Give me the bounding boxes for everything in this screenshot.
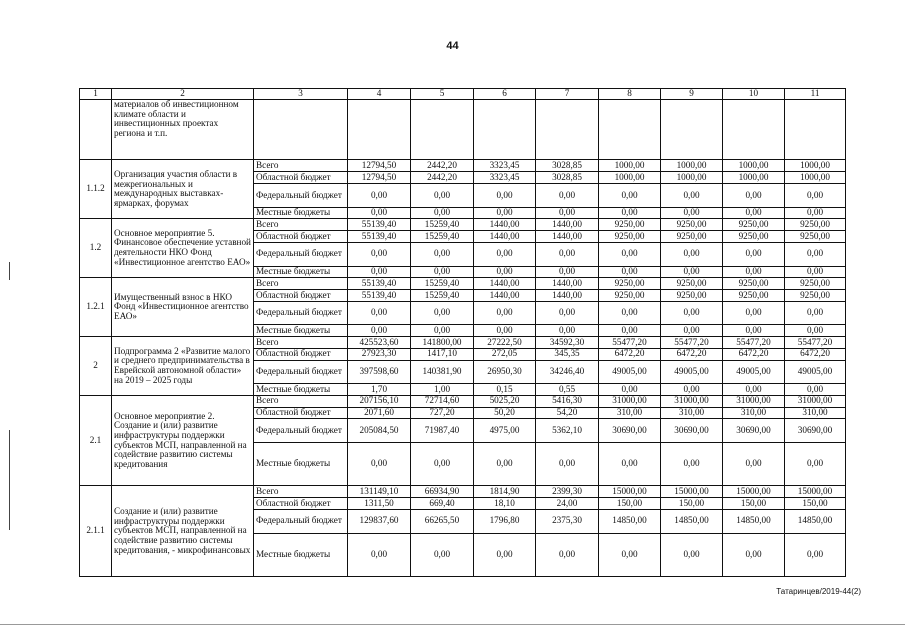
funding-source: Всего [254,336,348,348]
amount-cell: 9250,00 [599,219,661,231]
amount-cell: 9250,00 [599,231,661,243]
amount-cell: 55477,20 [661,336,723,348]
amount-cell: 0,00 [599,266,661,277]
amount-cell: 310,00 [785,407,846,419]
amount-cell: 30690,00 [785,419,846,443]
amount-cell: 49005,00 [785,360,846,384]
column-header: 11 [785,89,846,100]
amount-cell: 1440,00 [474,231,536,243]
row-code: 2 [80,336,112,395]
amount-cell: 0,00 [411,242,474,266]
amount-cell: 0,00 [785,242,846,266]
amount-cell: 0,00 [474,184,536,208]
amount-cell: 55139,40 [348,289,411,301]
amount-cell: 49005,00 [723,360,785,384]
column-header: 1 [80,89,112,100]
scan-bottom-line [0,624,905,625]
amount-cell: 55477,20 [723,336,785,348]
amount-cell: 0,00 [785,266,846,277]
amount-cell: 5416,30 [536,395,599,407]
amount-cell: 9250,00 [785,219,846,231]
row-name: Подпрограмма 2 «Развитие малого и среднего предпринимательства в Еврейской автономной области» на 2019 – 2025 годы [112,336,254,395]
amount-cell: 0,00 [411,533,474,576]
amount-cell: 14850,00 [723,509,785,533]
table-row [80,278,846,290]
amount-cell: 129837,60 [348,509,411,533]
amount-cell: 0,00 [411,184,474,208]
amount-cell: 9250,00 [785,289,846,301]
amount-cell: 0,00 [599,384,661,395]
amount-cell: 0,00 [599,533,661,576]
amount-cell: 1440,00 [536,219,599,231]
amount-cell: 1000,00 [723,160,785,172]
amount-cell: 3323,45 [474,160,536,172]
amount-cell: 18,10 [474,498,536,510]
row-code: 2.1 [80,395,112,485]
amount-cell: 0,00 [661,301,723,325]
funding-source: Всего [254,219,348,231]
amount-cell: 0,00 [661,266,723,277]
amount-cell: 310,00 [661,407,723,419]
funding-source: Областной бюджет [254,348,348,360]
amount-cell: 2442,20 [411,172,474,184]
amount-cell: 0,00 [411,207,474,218]
amount-cell: 1000,00 [661,160,723,172]
amount-cell: 0,00 [723,242,785,266]
amount-cell: 0,00 [411,266,474,277]
row-name: Организация участия области в межрегиональных и международных выставках-ярмарках, форумах [112,160,254,219]
row-name: Создание и (или) развитие инфраструктуры поддержки субъектов МСП, направленной на содействие развитию системы кредитования, - микрофинансовых [112,486,254,577]
amount-cell: 9250,00 [723,278,785,290]
amount-cell: 15000,00 [785,486,846,498]
amount-cell: 9250,00 [661,231,723,243]
amount-cell: 141800,00 [411,336,474,348]
amount-cell: 272,05 [474,348,536,360]
amount-cell: 71987,40 [411,419,474,443]
amount-cell: 0,00 [599,301,661,325]
row-name: Основное мероприятие 5. Финансовое обеспечение уставной деятельности НКО Фонд «Инвестиционное агентство ЕАО» [112,219,254,278]
amount-cell: 1000,00 [785,172,846,184]
funding-source: Местные бюджеты [254,443,348,486]
funding-source: Федеральный бюджет [254,301,348,325]
amount-cell: 0,00 [348,184,411,208]
column-header: 4 [348,89,411,100]
amount-cell: 0,00 [599,242,661,266]
amount-cell: 150,00 [661,498,723,510]
amount-cell: 1440,00 [474,289,536,301]
table-row [80,395,846,407]
amount-cell: 15000,00 [661,486,723,498]
amount-cell: 0,00 [474,443,536,486]
funding-source: Федеральный бюджет [254,242,348,266]
scan-edge-line [9,430,10,530]
row-code: 2.1.1 [80,486,112,577]
row-name: Имущественный взнос в НКО Фонд «Инвестиционное агентство ЕАО» [112,278,254,337]
funding-source: Всего [254,278,348,290]
amount-cell: 207156,10 [348,395,411,407]
amount-cell: 9250,00 [723,289,785,301]
amount-cell: 0,00 [661,325,723,336]
amount-cell: 0,00 [536,266,599,277]
amount-cell: 0,00 [536,184,599,208]
amount-cell: 6472,20 [785,348,846,360]
funding-source: Всего [254,486,348,498]
amount-cell: 14850,00 [785,509,846,533]
amount-cell: 0,00 [348,533,411,576]
amount-cell: 1814,90 [474,486,536,498]
amount-cell: 15259,40 [411,231,474,243]
amount-cell: 1000,00 [723,172,785,184]
funding-source: Местные бюджеты [254,325,348,336]
amount-cell: 1000,00 [661,172,723,184]
amount-cell: 1796,80 [474,509,536,533]
column-header: 6 [474,89,536,100]
column-header: 5 [411,89,474,100]
continuation-row [80,100,846,160]
amount-cell: 0,55 [536,384,599,395]
amount-cell: 2071,60 [348,407,411,419]
amount-cell: 9250,00 [785,231,846,243]
amount-cell: 55477,20 [599,336,661,348]
column-header: 2 [112,89,254,100]
amount-cell: 1000,00 [785,160,846,172]
amount-cell: 34246,40 [536,360,599,384]
amount-cell: 0,00 [661,242,723,266]
amount-cell: 0,00 [723,384,785,395]
table-row [80,219,846,231]
amount-cell: 397598,60 [348,360,411,384]
amount-cell: 0,00 [723,533,785,576]
amount-cell: 0,00 [785,301,846,325]
amount-cell: 0,00 [536,443,599,486]
amount-cell: 0,00 [599,207,661,218]
funding-source: Областной бюджет [254,172,348,184]
amount-cell: 0,00 [599,184,661,208]
amount-cell: 0,00 [785,325,846,336]
amount-cell: 0,00 [348,301,411,325]
scan-edge-line [9,262,10,280]
amount-cell: 1440,00 [474,219,536,231]
amount-cell: 0,00 [474,207,536,218]
amount-cell: 15259,40 [411,219,474,231]
amount-cell: 0,00 [536,242,599,266]
amount-cell: 0,00 [348,443,411,486]
amount-cell: 0,00 [348,242,411,266]
amount-cell: 6472,20 [661,348,723,360]
amount-cell: 27222,50 [474,336,536,348]
funding-source: Областной бюджет [254,289,348,301]
amount-cell: 150,00 [599,498,661,510]
amount-cell: 0,00 [723,207,785,218]
amount-cell: 0,15 [474,384,536,395]
amount-cell: 15259,40 [411,289,474,301]
amount-cell: 0,00 [474,533,536,576]
amount-cell: 0,00 [536,533,599,576]
amount-cell: 49005,00 [661,360,723,384]
amount-cell: 0,00 [474,242,536,266]
amount-cell: 0,00 [661,533,723,576]
amount-cell: 0,00 [599,443,661,486]
amount-cell: 0,00 [785,184,846,208]
amount-cell: 0,00 [785,384,846,395]
amount-cell: 1311,50 [348,498,411,510]
amount-cell: 3323,45 [474,172,536,184]
amount-cell: 1,70 [348,384,411,395]
funding-source: Местные бюджеты [254,207,348,218]
budget-table [79,88,846,577]
amount-cell: 9250,00 [599,278,661,290]
amount-cell: 0,00 [723,325,785,336]
amount-cell: 0,00 [474,266,536,277]
amount-cell: 1417,10 [411,348,474,360]
funding-source: Федеральный бюджет [254,419,348,443]
amount-cell: 31000,00 [661,395,723,407]
amount-cell: 15000,00 [723,486,785,498]
amount-cell: 49005,00 [599,360,661,384]
funding-source: Федеральный бюджет [254,509,348,533]
amount-cell: 0,00 [474,301,536,325]
column-header: 9 [661,89,723,100]
amount-cell: 12794,50 [348,160,411,172]
column-header: 10 [723,89,785,100]
amount-cell: 205084,50 [348,419,411,443]
amount-cell: 0,00 [599,325,661,336]
amount-cell: 30690,00 [599,419,661,443]
amount-cell: 0,00 [536,207,599,218]
amount-cell: 6472,20 [599,348,661,360]
amount-cell: 1000,00 [599,160,661,172]
amount-cell: 345,35 [536,348,599,360]
amount-cell: 14850,00 [599,509,661,533]
amount-cell: 1,00 [411,384,474,395]
amount-cell: 3028,85 [536,172,599,184]
page-number: 44 [446,40,459,52]
amount-cell: 1440,00 [536,231,599,243]
amount-cell: 9250,00 [599,289,661,301]
row-code: 1.1.2 [80,160,112,219]
amount-cell: 3028,85 [536,160,599,172]
amount-cell: 150,00 [723,498,785,510]
amount-cell: 9250,00 [785,278,846,290]
row-code: 1.2 [80,219,112,278]
amount-cell: 55139,40 [348,278,411,290]
amount-cell: 9250,00 [661,289,723,301]
column-header: 8 [599,89,661,100]
amount-cell: 55477,20 [785,336,846,348]
amount-cell: 15000,00 [599,486,661,498]
amount-cell: 9250,00 [661,219,723,231]
amount-cell: 0,00 [661,443,723,486]
funding-source: Областной бюджет [254,231,348,243]
amount-cell: 24,00 [536,498,599,510]
amount-cell: 0,00 [723,301,785,325]
amount-cell: 55139,40 [348,219,411,231]
amount-cell: 0,00 [411,325,474,336]
funding-source: Федеральный бюджет [254,360,348,384]
funding-source: Областной бюджет [254,407,348,419]
amount-cell: 0,00 [661,207,723,218]
amount-cell: 2375,30 [536,509,599,533]
amount-cell: 0,00 [785,207,846,218]
column-header: 3 [254,89,348,100]
amount-cell: 30690,00 [661,419,723,443]
amount-cell: 55139,40 [348,231,411,243]
amount-cell: 131149,10 [348,486,411,498]
header-row [80,89,846,100]
amount-cell: 0,00 [723,266,785,277]
amount-cell: 1440,00 [474,278,536,290]
amount-cell: 0,00 [536,301,599,325]
funding-source: Местные бюджеты [254,384,348,395]
amount-cell: 1440,00 [536,289,599,301]
amount-cell: 0,00 [348,325,411,336]
amount-cell: 0,00 [723,184,785,208]
amount-cell: 2442,20 [411,160,474,172]
amount-cell: 0,00 [785,443,846,486]
amount-cell: 9250,00 [723,231,785,243]
amount-cell: 50,20 [474,407,536,419]
amount-cell: 0,00 [661,184,723,208]
amount-cell: 27923,30 [348,348,411,360]
amount-cell: 310,00 [599,407,661,419]
amount-cell: 1440,00 [536,278,599,290]
amount-cell: 669,40 [411,498,474,510]
amount-cell: 425523,60 [348,336,411,348]
amount-cell: 26950,30 [474,360,536,384]
funding-source: Всего [254,160,348,172]
amount-cell: 0,00 [661,384,723,395]
amount-cell: 1000,00 [599,172,661,184]
amount-cell: 0,00 [785,533,846,576]
table-row [80,486,846,498]
amount-cell: 9250,00 [661,278,723,290]
amount-cell: 66265,50 [411,509,474,533]
amount-cell: 31000,00 [599,395,661,407]
amount-cell: 310,00 [723,407,785,419]
amount-cell: 4975,00 [474,419,536,443]
amount-cell: 150,00 [785,498,846,510]
continuation-text: материалов об инвестиционном климате области и инвестиционных проектах региона и т.п. [112,100,254,160]
amount-cell: 0,00 [411,443,474,486]
amount-cell: 31000,00 [785,395,846,407]
amount-cell: 12794,50 [348,172,411,184]
amount-cell: 14850,00 [661,509,723,533]
amount-cell: 140381,90 [411,360,474,384]
table-row [80,336,846,348]
amount-cell: 0,00 [474,325,536,336]
amount-cell: 5362,10 [536,419,599,443]
footer-note: Татаринцев/2019-44(2) [776,587,861,596]
funding-source: Местные бюджеты [254,533,348,576]
amount-cell: 34592,30 [536,336,599,348]
table-row [80,160,846,172]
funding-source: Местные бюджеты [254,266,348,277]
amount-cell: 727,20 [411,407,474,419]
amount-cell: 9250,00 [723,219,785,231]
amount-cell: 54,20 [536,407,599,419]
amount-cell: 0,00 [348,207,411,218]
funding-source: Федеральный бюджет [254,184,348,208]
funding-source: Областной бюджет [254,498,348,510]
amount-cell: 30690,00 [723,419,785,443]
amount-cell: 5025,20 [474,395,536,407]
amount-cell: 0,00 [536,325,599,336]
amount-cell: 2399,30 [536,486,599,498]
amount-cell: 0,00 [348,266,411,277]
amount-cell: 6472,20 [723,348,785,360]
funding-source: Всего [254,395,348,407]
amount-cell: 66934,90 [411,486,474,498]
row-code: 1.2.1 [80,278,112,337]
row-name: Основное мероприятие 2. Создание и (или) развитие инфраструктуры поддержки субъектов МСП, направленной на содействие развитию системы кредитования [112,395,254,485]
amount-cell: 31000,00 [723,395,785,407]
amount-cell: 0,00 [411,301,474,325]
amount-cell: 15259,40 [411,278,474,290]
amount-cell: 72714,60 [411,395,474,407]
amount-cell: 0,00 [723,443,785,486]
column-header: 7 [536,89,599,100]
